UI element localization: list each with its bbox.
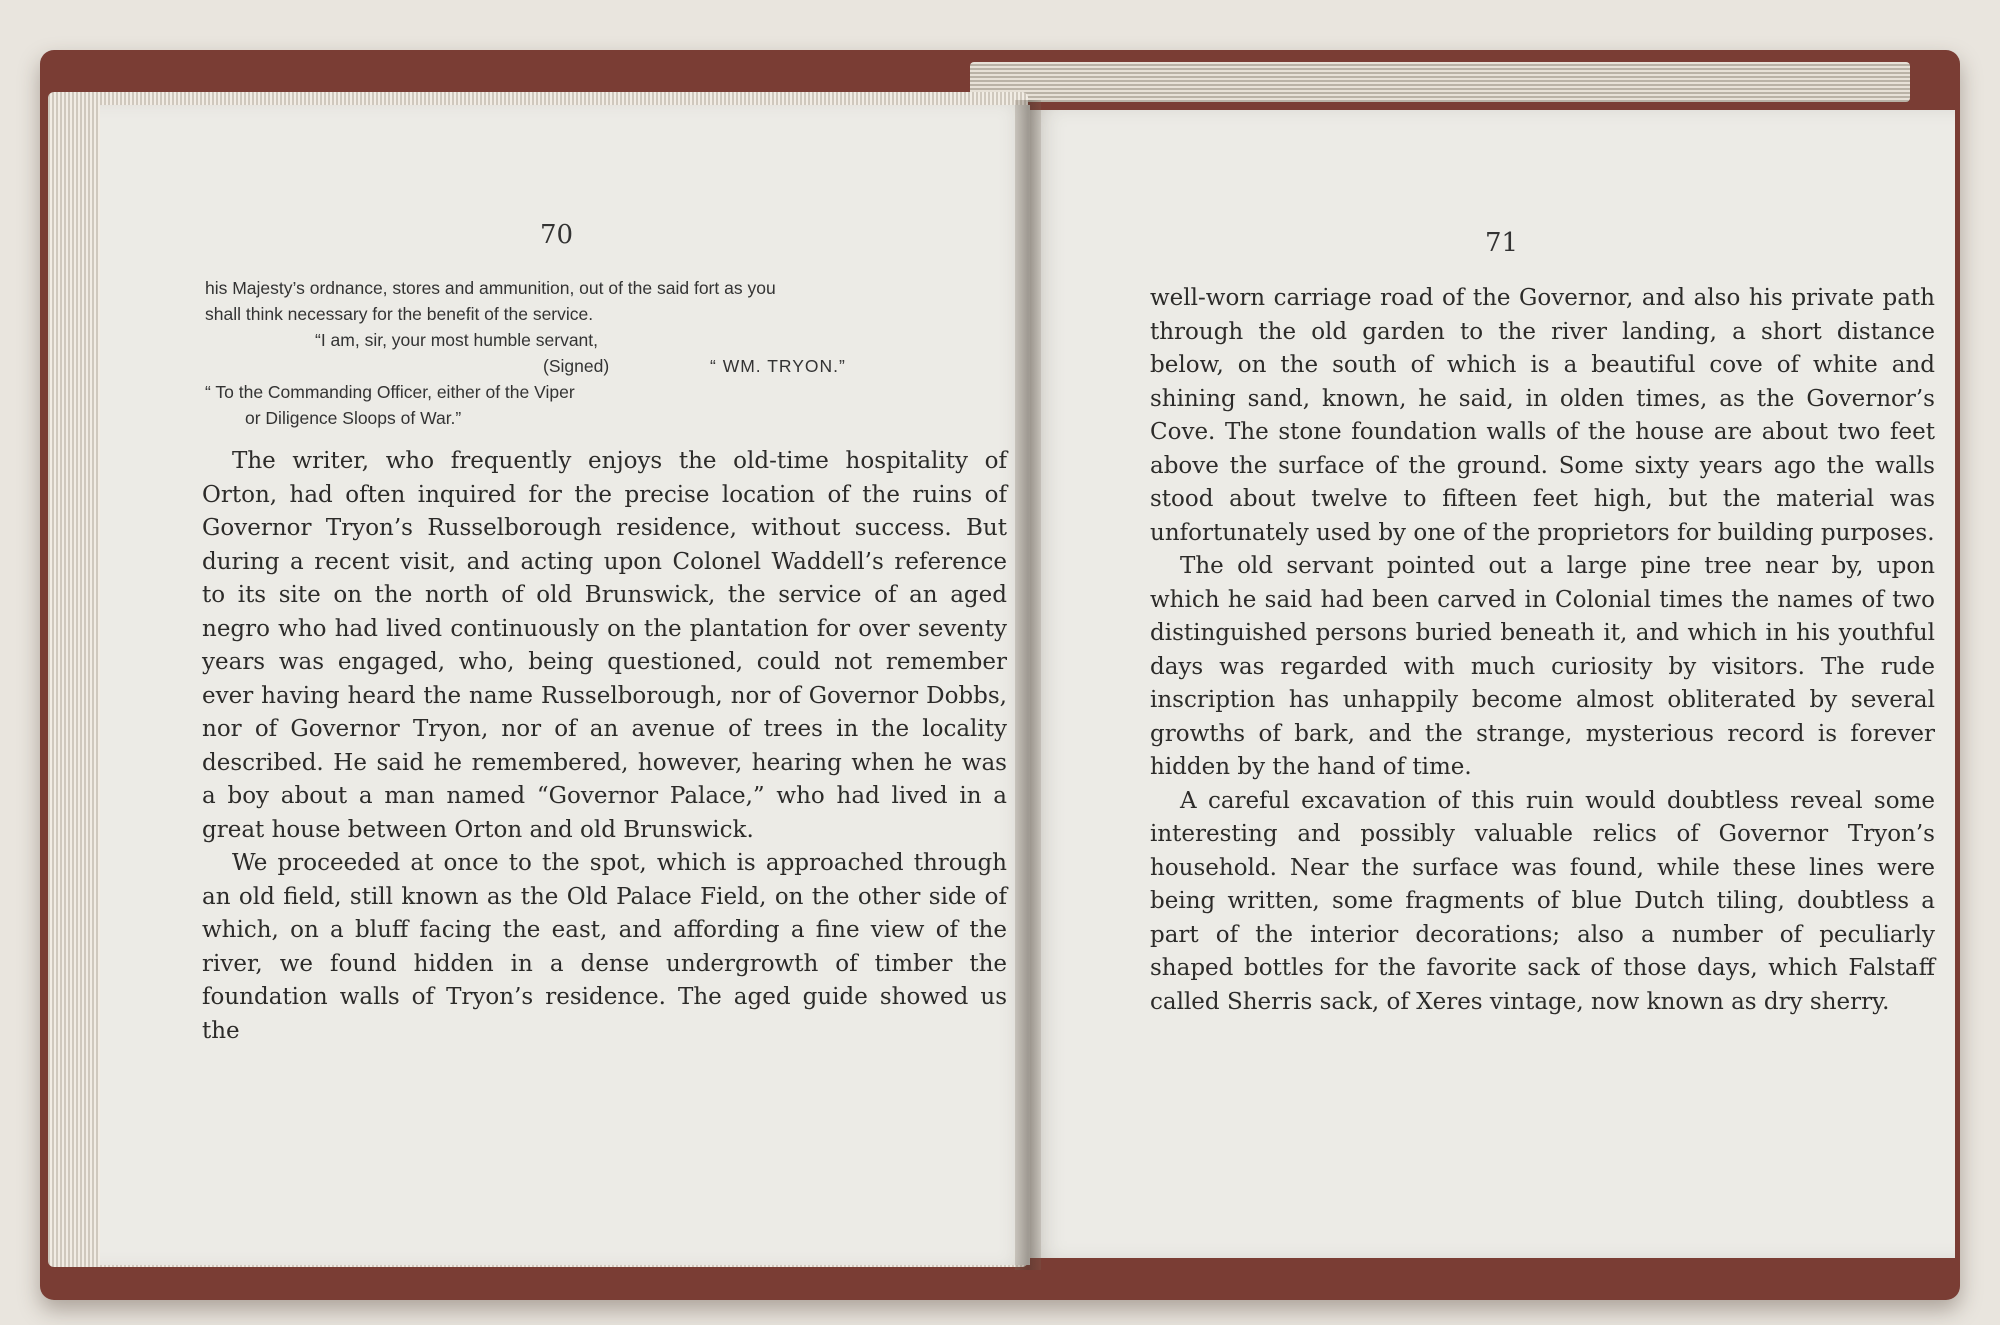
right-body-text bbox=[1150, 282, 1935, 1019]
letter-address-2: or Diligence Sloops of War.” bbox=[245, 408, 462, 428]
book-gutter bbox=[1015, 100, 1041, 1270]
letter-signed: (Signed) bbox=[543, 356, 610, 376]
paragraph: The writer, who frequently enjoys the old-time hospitality of Orton, had often inquired for the precise location of the ruins of Governor Tryon’s Russelborough residence, without success. But during a recent visit, and acting upon Colonel Waddell’s reference to its site on the north of old Brunswick, the service of an aged negro who had lived continuously on the plantation for over seventy years was engaged, who, being questioned, could not remember ever having heard the name Russelborough, nor of Governor Dobbs, nor of Governor Tryon, nor of an avenue of trees in the locality described. He said he remembered, however, hearing when he was a boy about a man named “Governor Palace,” who had lived in a great house between Orton and old Brunswick. bbox=[202, 448, 1007, 843]
left-page bbox=[100, 105, 1030, 1265]
paragraph: A careful excavation of this ruin would doubtless reveal some interesting and possibly valuable relics of Governor Tryon’s household. Near the surface was found, while these lines were being written, some fragments of blue Dutch tiling, doubtless a part of the interior decorations; also a number of peculiarly shaped bottles for the favorite sack of those days, which Falstaff called Sherris sack, of Xeres vintage, now known as dry sherry. bbox=[1150, 787, 1935, 1015]
letter-line-2: shall think necessary for the benefit of the service. bbox=[205, 304, 594, 324]
page-number-left: 70 bbox=[540, 220, 574, 250]
paragraph: The old servant pointed out a large pine tree near by, upon which he said had been carved in Colonial times the names of two distinguished persons buried beneath it, and which in his youthful days was regarded with much curiosity by visitors. The rude inscription has unhappily become almost obliterated by several growths of bark, and the strange, mysterious record is forever hidden by the hand of time. bbox=[1150, 553, 1935, 780]
letter-closing: “I am, sir, your most humble servant, bbox=[315, 330, 599, 350]
letter-address-1: “ To the Commanding Officer, either of the Viper bbox=[205, 382, 575, 402]
left-body-text bbox=[202, 445, 1007, 1048]
letter-line-1: his Majesty’s ordnance, stores and ammunition, out of the said fort as you bbox=[205, 278, 776, 298]
paragraph: We proceeded at once to the spot, which is approached through an old field, still known as the Old Palace Field, on the other side of which, on a bluff facing the east, and affording a fine view of the river, we found hidden in a dense undergrowth of timber the foundation walls of Tryon’s residence. The aged guide showed us the bbox=[202, 850, 1007, 1044]
right-page bbox=[1030, 110, 1955, 1258]
paragraph: well-worn carriage road of the Governor, and also his private path through the old garden to the river landing, a short distance below, on the south of which is a beautiful cove of white and shining sand, known, he said, in olden times, as the Governor’s Cove. The stone foundation walls of the house are about two feet above the surface of the ground. Some sixty years ago the walls stood about twelve to fifteen feet high, but the material was unfortunately used by one of the proprietors for building purposes. bbox=[1150, 285, 1935, 546]
letter-excerpt bbox=[205, 275, 1020, 431]
page-edges-top bbox=[970, 62, 1910, 102]
letter-signature: “ WM. TRYON.” bbox=[710, 356, 846, 376]
letter-signature-row bbox=[205, 353, 1020, 379]
page-number-right: 71 bbox=[1485, 228, 1519, 258]
